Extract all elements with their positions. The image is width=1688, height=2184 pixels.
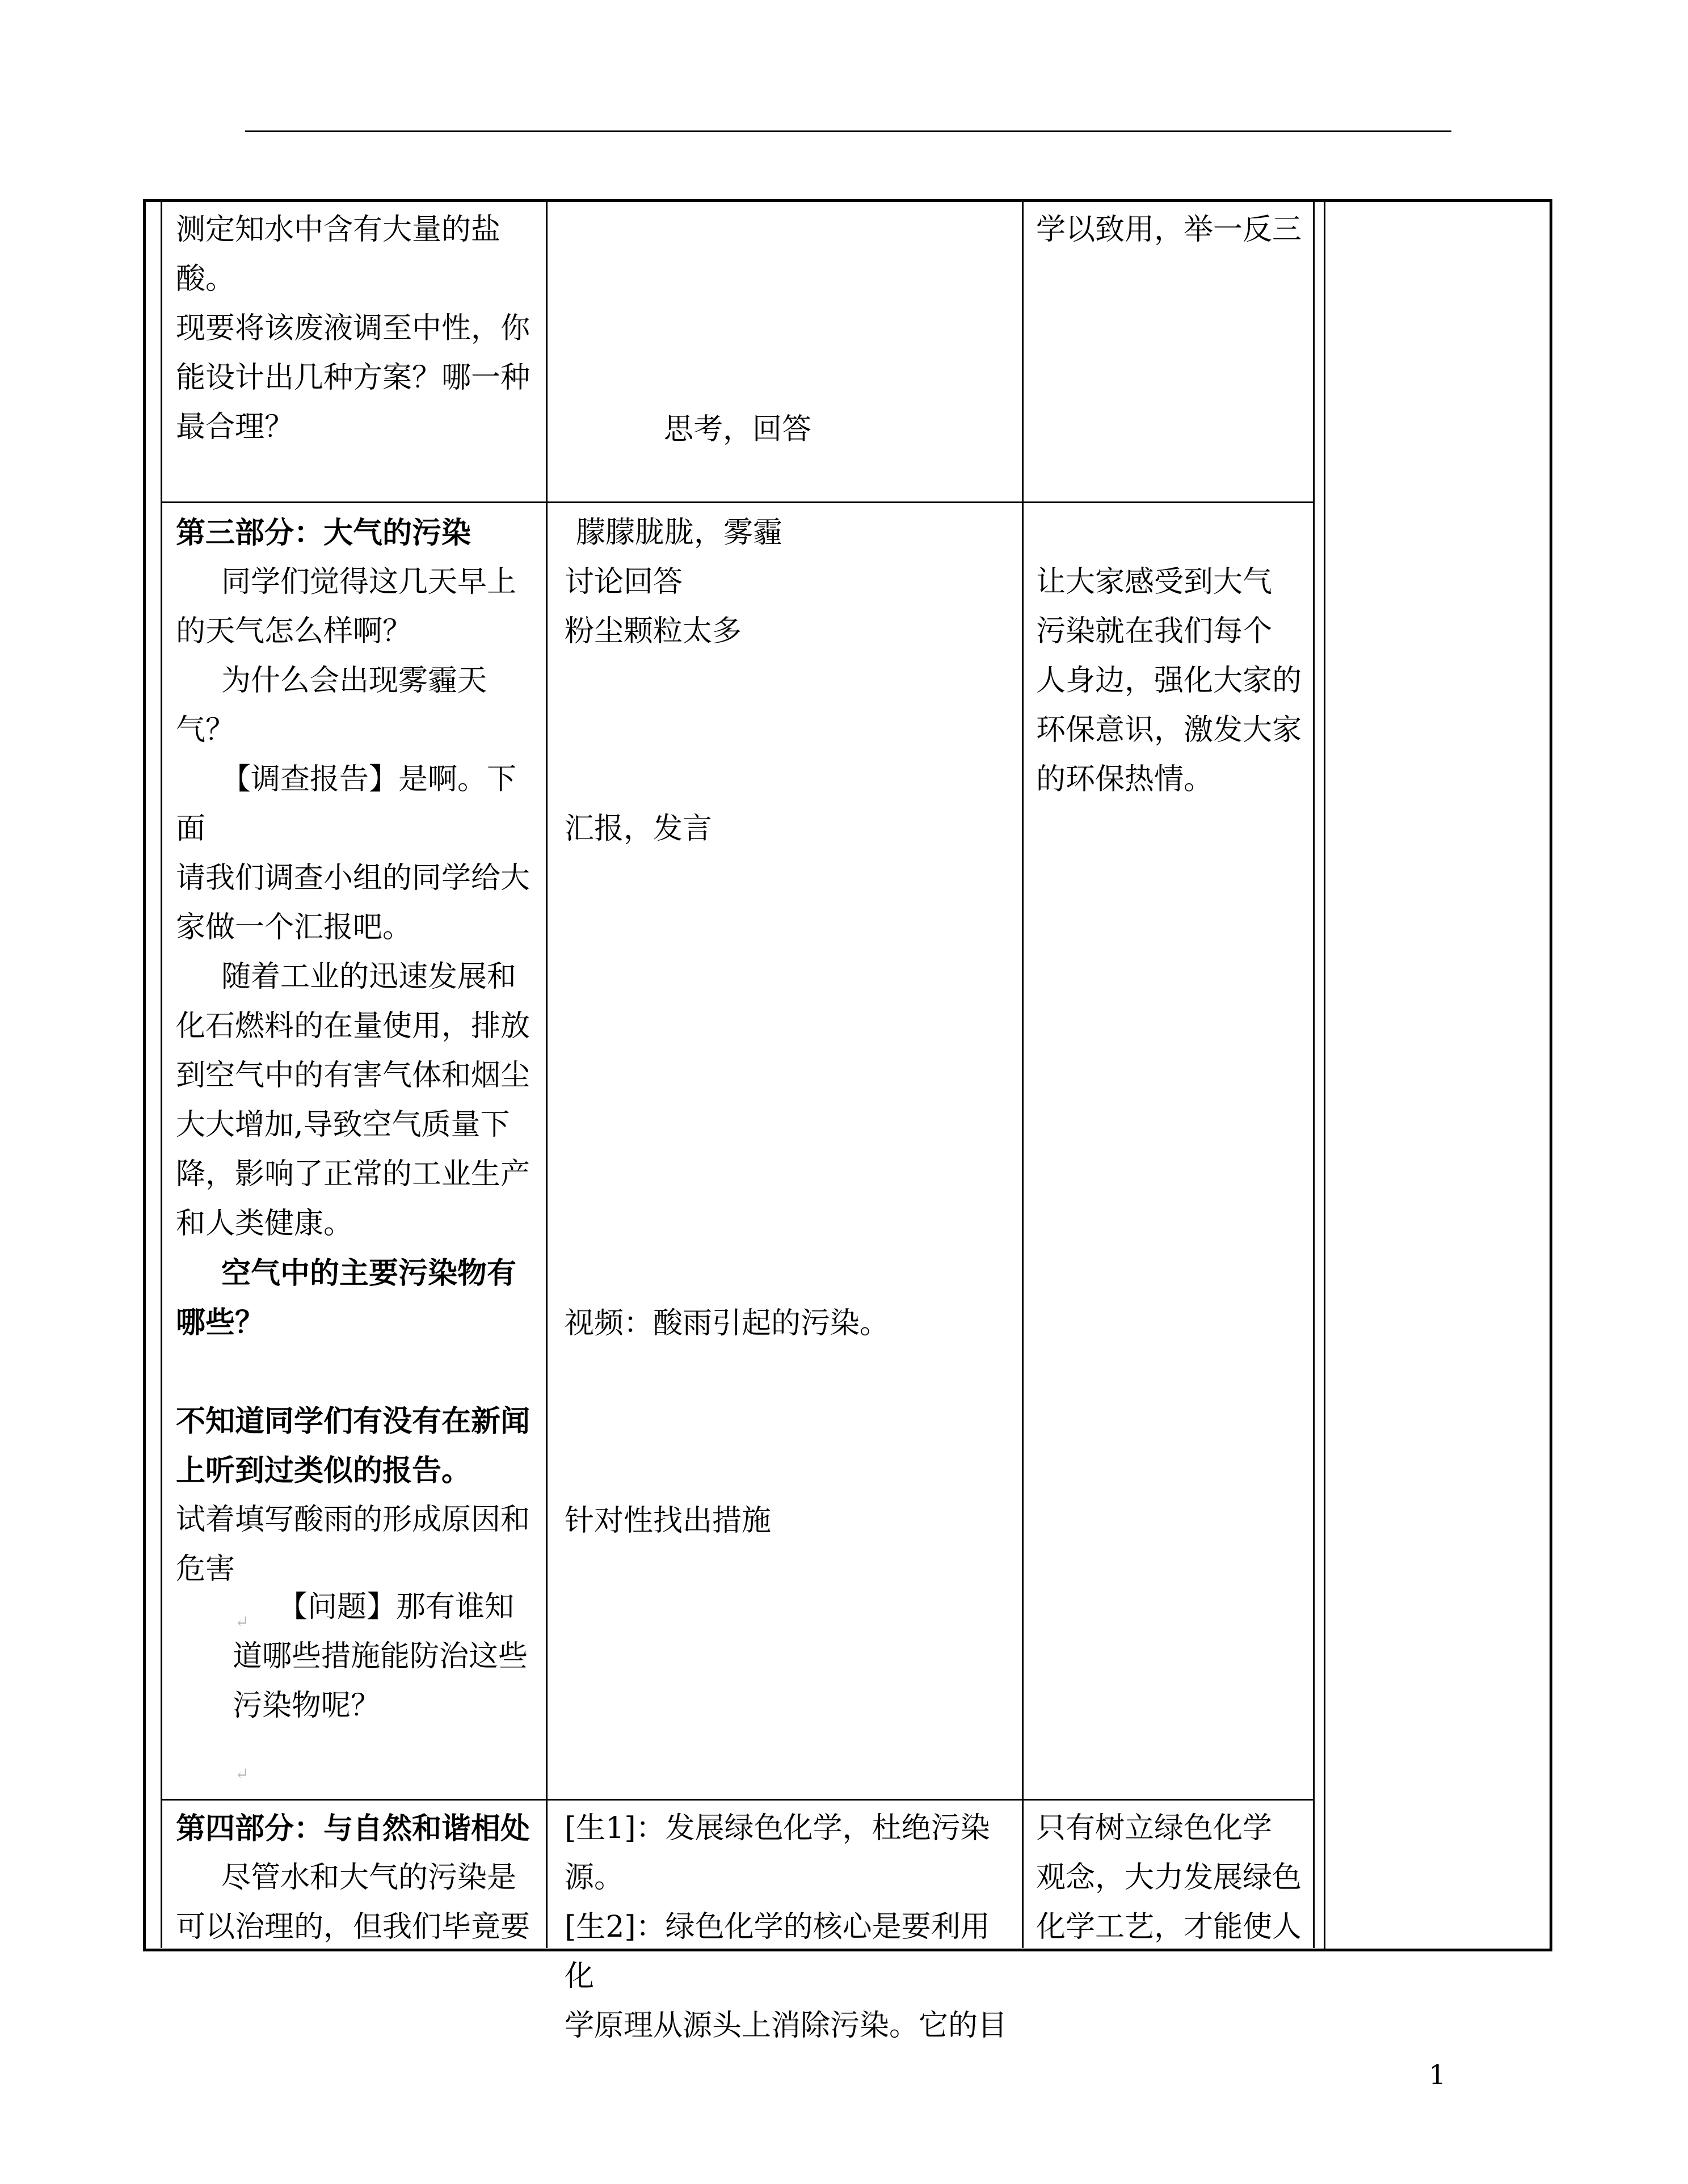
question-block: [233, 1583, 550, 1731]
row1-text-line: 现要将该废液调至中性，你: [176, 311, 531, 345]
text-line: 不知道同学们有没有在新闻: [176, 1404, 531, 1439]
text-line: 【问题】那有谁知: [278, 1590, 515, 1624]
row1-teacher-cell: [176, 205, 545, 452]
text-line: 道哪些措施能防治这些: [233, 1639, 528, 1673]
text-line: 可以治理的，但我们毕竟要: [176, 1910, 531, 1944]
text-line: 汇报，发言: [565, 812, 713, 846]
text-line: 空气中的主要污染物有: [221, 1256, 517, 1291]
text-line: 哪些？: [176, 1305, 265, 1340]
text-line: 随着工业的迅速发展和: [221, 960, 517, 994]
text-line: 【调查报告】是啊。下面: [176, 762, 517, 846]
row2-intent-cell: [1036, 558, 1320, 804]
text-line: 到空气中的有害气体和烟尘: [176, 1059, 531, 1093]
text-line: 让大家感受到大气: [1036, 565, 1273, 599]
page-number: 1: [1429, 2059, 1446, 2091]
row1-text-line: 测定知水中含有大量的盐酸。: [176, 213, 501, 296]
text-line: 污染就在我们每个: [1036, 614, 1273, 648]
student-activity-text: 思考，回答: [664, 412, 812, 446]
row2-teacher-cell: [176, 508, 545, 1594]
text-line: 朦朦胧胧，雾霾: [576, 516, 783, 550]
row1-text-line: 能设计出几种方案？哪一种: [176, 361, 531, 395]
text-line: 针对性找出措施: [565, 1504, 772, 1538]
text-line: 讨论回答: [565, 565, 683, 599]
text-line: 环保意识，激发大家: [1036, 713, 1302, 747]
text-line: 大大增加,导致空气质量下: [176, 1108, 510, 1142]
text-line: 家做一个汇报吧。: [176, 910, 412, 945]
text-line: [生2]：绿色化学的核心是要利用化: [565, 1910, 990, 1993]
row2-student-cell: [565, 508, 1018, 656]
row1-intent-cell: [1036, 205, 1302, 255]
column-divider: [1324, 199, 1325, 1951]
text-line: 视频：酸雨引起的污染。: [565, 1306, 890, 1340]
text-line: 学原理从源头上消除污染。它的目: [565, 2009, 1008, 2043]
student-report: [565, 804, 712, 854]
design-intent-text: 学以致用，举一反三: [1036, 213, 1302, 247]
row1-text-line: 最合理？: [176, 410, 294, 444]
text-line: 危害: [176, 1552, 235, 1586]
section-heading: 第三部分：大气的污染: [176, 516, 472, 550]
text-line: 尽管水和大气的污染是: [221, 1861, 517, 1895]
student-measures: [565, 1496, 771, 1546]
text-line: 观念，大力发展绿色: [1036, 1861, 1302, 1895]
text-line: 只有树立绿色化学: [1036, 1811, 1273, 1845]
text-line: 和人类健康。: [176, 1207, 353, 1241]
text-line: 污染物呢？: [233, 1689, 381, 1723]
row3-teacher-cell: [176, 1804, 545, 1952]
header-rule: [245, 130, 1451, 132]
text-line: 为什么会出现雾霾天气？: [176, 664, 487, 747]
text-line: 化学工艺，才能使人: [1036, 1910, 1302, 1944]
row3-intent-cell: [1036, 1804, 1320, 1952]
text-line: 粉尘颗粒太多: [565, 614, 742, 648]
text-line: [生1]：发展绿色化学，杜绝污染源。: [565, 1811, 990, 1895]
row3-student-cell: [565, 1804, 1018, 2051]
edit-mark-icon: ↵: [235, 1764, 250, 1784]
row1-student-cell: [664, 405, 811, 454]
text-line: 上听到过类似的报告。: [176, 1453, 472, 1488]
text-line: 同学们觉得这几天早上: [221, 565, 517, 599]
text-line: 化石燃料的在量使用，排放: [176, 1009, 531, 1043]
section-heading: 第四部分：与自然和谐相处: [176, 1811, 531, 1846]
text-line: 试着填写酸雨的形成原因和: [176, 1503, 531, 1537]
student-video: [565, 1299, 889, 1348]
edit-mark-icon: ↵: [235, 1612, 250, 1632]
text-line: 的天气怎么样啊？: [176, 614, 412, 648]
text-line: 请我们调查小组的同学给大: [176, 861, 531, 895]
text-line: 人身边，强化大家的: [1036, 664, 1302, 698]
text-line: 的环保热情。: [1036, 762, 1214, 796]
text-line: 降，影响了正常的工业生产: [176, 1157, 531, 1191]
